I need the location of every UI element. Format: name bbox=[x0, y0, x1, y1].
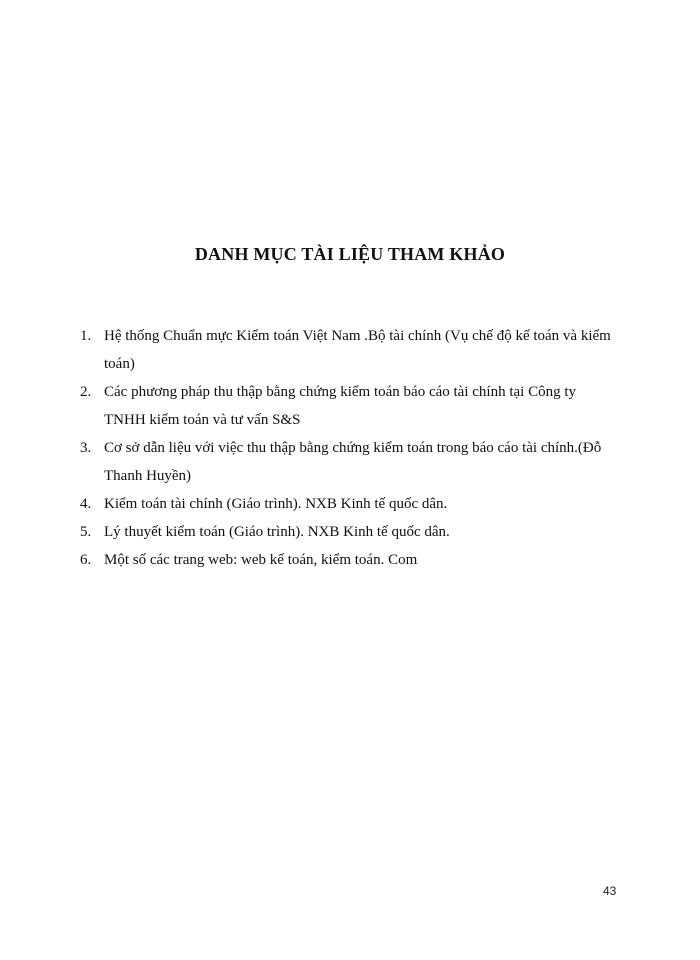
page-title: DANH MỤC TÀI LIỆU THAM KHẢO bbox=[194, 244, 506, 264]
reference-number: 4. bbox=[80, 496, 92, 512]
reference-item bbox=[80, 490, 620, 518]
reference-number: 3. bbox=[80, 440, 92, 456]
reference-item bbox=[80, 378, 620, 434]
reference-text: Hệ thống Chuẩn mực Kiểm toán Việt Nam .Bộ tài chính (Vụ chế độ kế toán và kiểm toán) bbox=[104, 328, 611, 372]
reference-number: 6. bbox=[80, 552, 92, 568]
reference-text: Lý thuyết kiểm toán (Giáo trình). NXB Kinh tế quốc dân. bbox=[104, 524, 450, 540]
reference-item bbox=[80, 322, 620, 378]
reference-text: Kiểm toán tài chính (Giáo trình). NXB Kinh tế quốc dân. bbox=[104, 496, 448, 512]
reference-text: Một số các trang web: web kế toán, kiểm toán. Com bbox=[104, 552, 418, 568]
reference-item bbox=[80, 546, 620, 574]
reference-item bbox=[80, 518, 620, 546]
page-number: 43 bbox=[603, 884, 617, 898]
reference-text: Các phương pháp thu thập bằng chứng kiểm toán báo cáo tài chính tại Công ty TNHH kiểm toán và tư vấn S&S bbox=[104, 384, 577, 428]
reference-number: 5. bbox=[80, 524, 92, 540]
reference-number: 2. bbox=[80, 384, 92, 400]
reference-number: 1. bbox=[80, 328, 92, 344]
reference-item bbox=[80, 434, 620, 490]
reference-list bbox=[80, 322, 620, 574]
reference-text: Cơ sở dẫn liệu với việc thu thập bằng chứng kiểm toán trong báo cáo tài chính.(Đỗ Thanh Huyền) bbox=[104, 440, 602, 484]
